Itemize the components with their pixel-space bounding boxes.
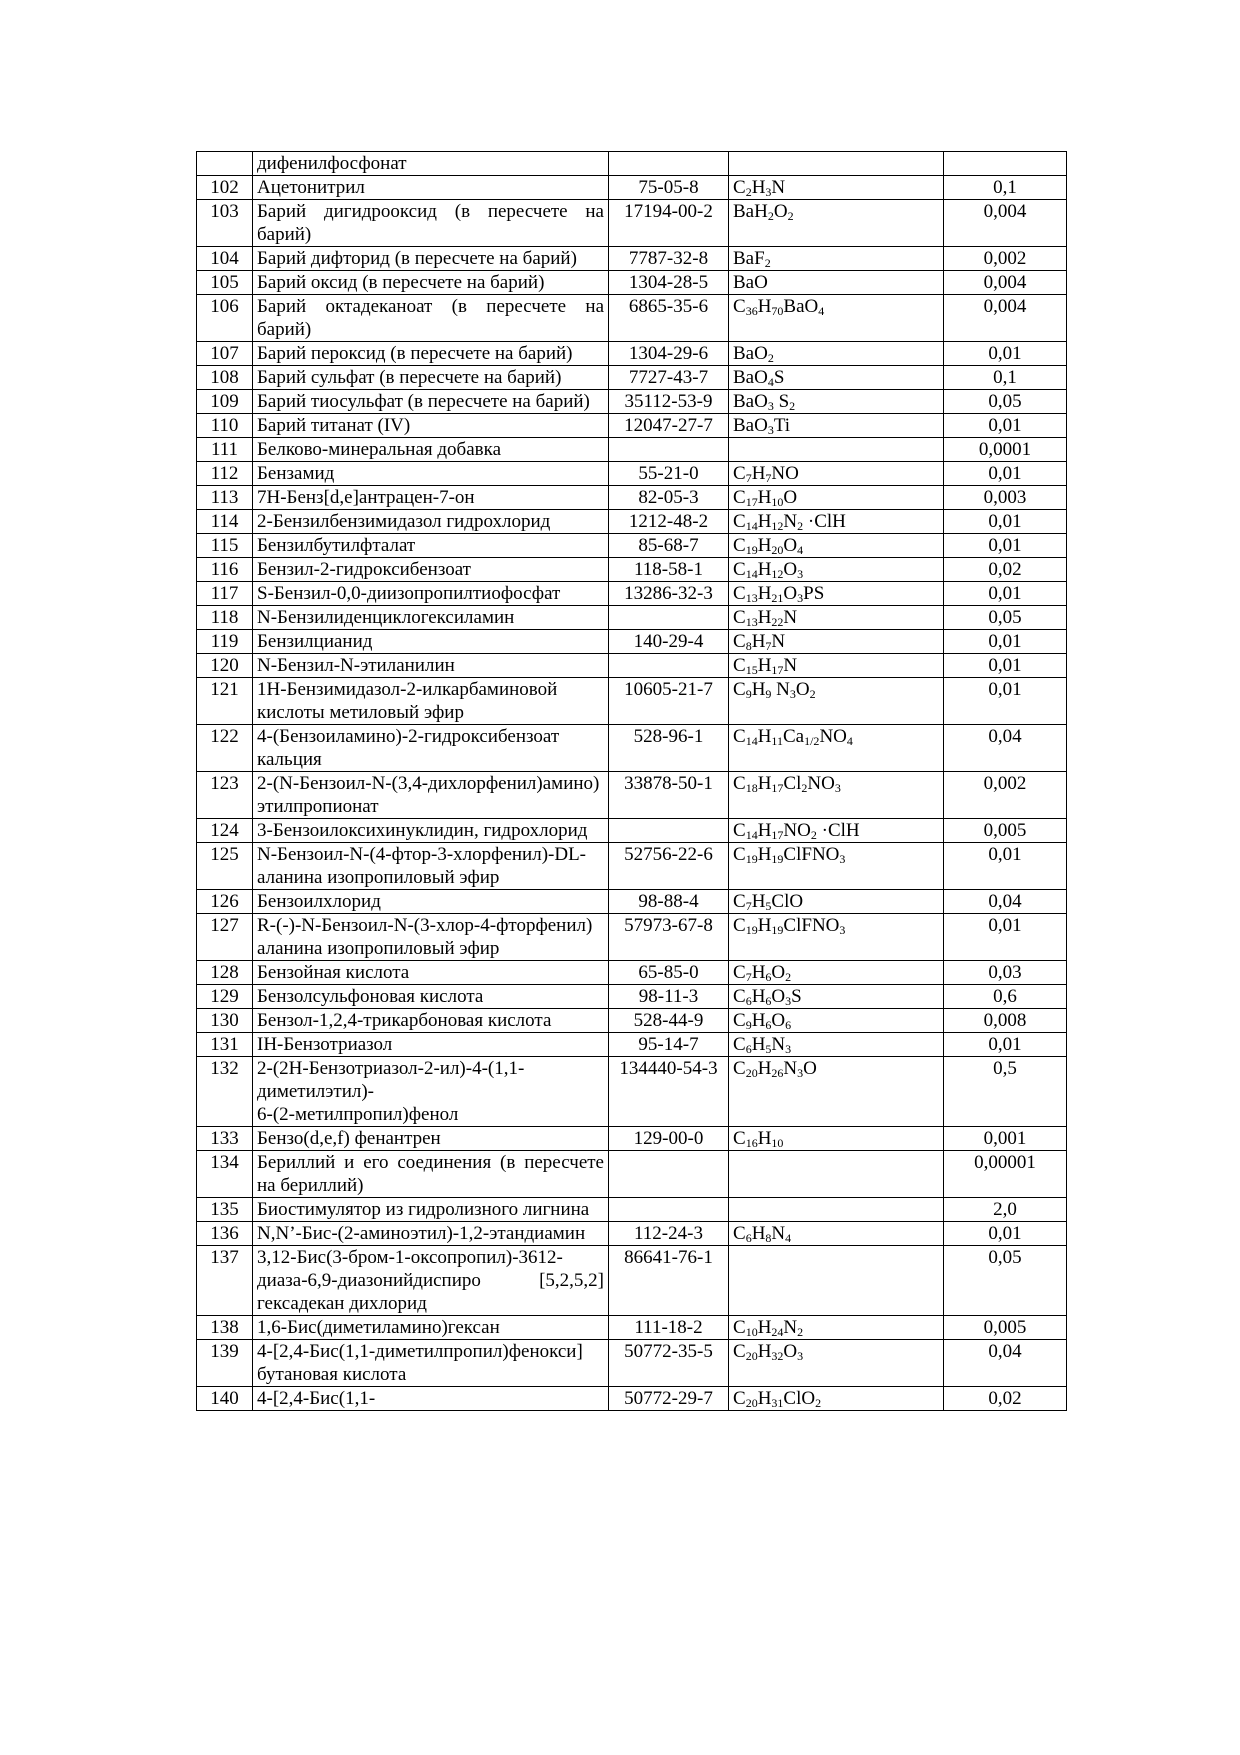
limit-value [944, 152, 1067, 176]
chemical-formula: $C_2H_3N$ [729, 176, 944, 200]
chemical-formula: BaF$_2$ [729, 247, 944, 271]
substance-name: R-(-)-N-Бензоил-N-(3-хлор-4-фторфенил) аланина изопропиловый эфир [253, 914, 609, 961]
limit-value: 0,02 [944, 558, 1067, 582]
limit-value: 0,01 [944, 630, 1067, 654]
chemical-formula: $C_{14}H_{12}O_3$ [729, 558, 944, 582]
row-number: 112 [197, 462, 253, 486]
limit-value: 0,6 [944, 985, 1067, 1009]
cas-number: 75-05-8 [609, 176, 729, 200]
chemical-formula: $C_7H_6O_2$ [729, 961, 944, 985]
cas-number: 112-24-3 [609, 1222, 729, 1246]
chemical-formula: $C_{19}H_{19}ClFNO_3$ [729, 843, 944, 890]
table-body [197, 152, 1067, 1411]
row-number: 116 [197, 558, 253, 582]
table-row [197, 843, 1067, 890]
row-number: 118 [197, 606, 253, 630]
chemical-formula: $C_6H_5N_3$ [729, 1033, 944, 1057]
cas-number: 118-58-1 [609, 558, 729, 582]
substance-name: N-Бензоил-N-(4-фтор-3-хлорфенил)-DL-аланина изопропиловый эфир [253, 843, 609, 890]
row-number: 127 [197, 914, 253, 961]
limit-value: 0,04 [944, 1340, 1067, 1387]
row-number: 103 [197, 200, 253, 247]
row-number: 104 [197, 247, 253, 271]
table-row [197, 1316, 1067, 1340]
table-row [197, 1009, 1067, 1033]
chemical-formula: BaO$_4$S [729, 366, 944, 390]
cas-number [609, 152, 729, 176]
cas-number [609, 654, 729, 678]
chemical-formula: $C_{16}H_{10}$ [729, 1127, 944, 1151]
limit-value: 0,05 [944, 606, 1067, 630]
row-number: 109 [197, 390, 253, 414]
substance-name: Бензолсульфоновая кислота [253, 985, 609, 1009]
substance-name: 1H-Бензимидазол-2-илкарбаминовой кислоты метиловый эфир [253, 678, 609, 725]
row-number: 121 [197, 678, 253, 725]
row-number: 135 [197, 1198, 253, 1222]
substance-name: Бензойная кислота [253, 961, 609, 985]
chemical-formula: BaO$_3$ $S_2$ [729, 390, 944, 414]
table-row [197, 654, 1067, 678]
chemical-formula: $C_{18}H_{17}Cl_2NO_3$ [729, 772, 944, 819]
substance-name: Бензол-1,2,4-трикарбоновая кислота [253, 1009, 609, 1033]
limit-value: 0,04 [944, 725, 1067, 772]
table-row [197, 1387, 1067, 1411]
cas-number: 111-18-2 [609, 1316, 729, 1340]
chemical-formula: $C_{36}H_{70}BaO_4$ [729, 295, 944, 342]
cas-number: 1212-48-2 [609, 510, 729, 534]
row-number: 133 [197, 1127, 253, 1151]
limit-value: 0,004 [944, 271, 1067, 295]
substance-name: 1,6-Бис(диметиламино)гексан [253, 1316, 609, 1340]
cas-number: 134440-54-3 [609, 1057, 729, 1127]
substance-name: Бензо(d,e,f) фенантрен [253, 1127, 609, 1151]
chemical-formula: $C_7H_7NO$ [729, 462, 944, 486]
substance-name: Бензоилхлорид [253, 890, 609, 914]
table-row [197, 985, 1067, 1009]
limit-value: 0,01 [944, 1222, 1067, 1246]
row-number: 122 [197, 725, 253, 772]
table-row [197, 630, 1067, 654]
row-number: 110 [197, 414, 253, 438]
table-row [197, 890, 1067, 914]
cas-number: 98-11-3 [609, 985, 729, 1009]
limit-value: 0,01 [944, 914, 1067, 961]
table-row [197, 342, 1067, 366]
table-row [197, 366, 1067, 390]
limit-value: 0,005 [944, 819, 1067, 843]
cas-number: 55-21-0 [609, 462, 729, 486]
table-row [197, 772, 1067, 819]
substance-name: Барий сульфат (в пересчете на барий) [253, 366, 609, 390]
cas-number [609, 606, 729, 630]
chemical-formula: $C_{14}H_{11}Ca_{1/2}NO_4$ [729, 725, 944, 772]
table-row [197, 176, 1067, 200]
row-number: 134 [197, 1151, 253, 1198]
limit-value: 0,01 [944, 582, 1067, 606]
cas-number: 35112-53-9 [609, 390, 729, 414]
substance-name: 4-[2,4-Бис(1,1- [253, 1387, 609, 1411]
row-number: 126 [197, 890, 253, 914]
chemical-formula: $C_{15}H_{17}N$ [729, 654, 944, 678]
limit-value: 0,01 [944, 654, 1067, 678]
substance-name: N,N’-Бис-(2-аминоэтил)-1,2-этандиамин [253, 1222, 609, 1246]
table-row [197, 1127, 1067, 1151]
substance-name: Бериллий и его соединения (в пересчете на бериллий) [253, 1151, 609, 1198]
row-number: 128 [197, 961, 253, 985]
chemical-formula [729, 1198, 944, 1222]
substance-name: 2-(N-Бензоил-N-(3,4-дихлорфенил)амино) этилпропионат [253, 772, 609, 819]
table-row [197, 961, 1067, 985]
limit-value: 0,01 [944, 1033, 1067, 1057]
limit-value: 0,01 [944, 510, 1067, 534]
limit-value: 0,04 [944, 890, 1067, 914]
limit-value: 0,1 [944, 176, 1067, 200]
substance-name: Бензил-2-гидроксибензоат [253, 558, 609, 582]
chemical-formula [729, 438, 944, 462]
cas-number: 12047-27-7 [609, 414, 729, 438]
substance-name: 4-(Бензоиламино)-2-гидроксибензоат кальция [253, 725, 609, 772]
limit-value: 0,00001 [944, 1151, 1067, 1198]
limit-value: 0,01 [944, 843, 1067, 890]
chemical-formula: $C_8H_7N$ [729, 630, 944, 654]
chemical-formula [729, 152, 944, 176]
table-row [197, 271, 1067, 295]
table-row [197, 678, 1067, 725]
substance-name: Барий оксид (в пересчете на барий) [253, 271, 609, 295]
limit-value: 0,01 [944, 414, 1067, 438]
row-number: 106 [197, 295, 253, 342]
row-number: 129 [197, 985, 253, 1009]
row-number: 124 [197, 819, 253, 843]
substance-name: Барий дифторид (в пересчете на барий) [253, 247, 609, 271]
row-number: 131 [197, 1033, 253, 1057]
row-number: 132 [197, 1057, 253, 1127]
substance-name: 3-Бензоилоксихинуклидин, гидрохлорид [253, 819, 609, 843]
table-row [197, 510, 1067, 534]
cas-number: 528-44-9 [609, 1009, 729, 1033]
row-number: 120 [197, 654, 253, 678]
row-number: 108 [197, 366, 253, 390]
cas-number: 98-88-4 [609, 890, 729, 914]
table-row [197, 725, 1067, 772]
table-row [197, 1057, 1067, 1127]
substance-name: 2-(2H-Бензотриазол-2-ил)-4-(1,1-диметилэтил)- 6-(2-метилпропил)фенол [253, 1057, 609, 1127]
table-row [197, 1222, 1067, 1246]
limit-value: 0,5 [944, 1057, 1067, 1127]
substance-name: Белково-минеральная добавка [253, 438, 609, 462]
substance-name: Барий дигидрооксид (в пересчете на барий) [253, 200, 609, 247]
table-row [197, 1198, 1067, 1222]
limit-value: 0,004 [944, 200, 1067, 247]
row-number: 102 [197, 176, 253, 200]
substance-name: Биостимулятор из гидролизного лигнина [253, 1198, 609, 1222]
table-row [197, 390, 1067, 414]
chemical-formula: $C_{19}H_{19}ClFNO_3$ [729, 914, 944, 961]
cas-number: 85-68-7 [609, 534, 729, 558]
cas-number: 57973-67-8 [609, 914, 729, 961]
cas-number [609, 819, 729, 843]
substance-name: Бензилбутилфталат [253, 534, 609, 558]
limit-value: 0,004 [944, 295, 1067, 342]
substances-table [196, 151, 1067, 1411]
chemical-formula: $C_6H_8N_4$ [729, 1222, 944, 1246]
table-row [197, 1340, 1067, 1387]
cas-number: 65-85-0 [609, 961, 729, 985]
substance-name: IH-Бензотриазол [253, 1033, 609, 1057]
row-number: 113 [197, 486, 253, 510]
table-row [197, 152, 1067, 176]
limit-value: 0,05 [944, 1246, 1067, 1316]
limit-value: 0,03 [944, 961, 1067, 985]
chemical-formula [729, 1151, 944, 1198]
substance-name: дифенилфосфонат [253, 152, 609, 176]
cas-number: 6865-35-6 [609, 295, 729, 342]
row-number: 137 [197, 1246, 253, 1316]
table-row [197, 534, 1067, 558]
chemical-formula: $C_{10}H_{24}N_2$ [729, 1316, 944, 1340]
chemical-formula: $C_{20}H_{32}O_3$ [729, 1340, 944, 1387]
row-number: 136 [197, 1222, 253, 1246]
table-row [197, 462, 1067, 486]
limit-value: 0,01 [944, 342, 1067, 366]
table-row [197, 247, 1067, 271]
cas-number: 50772-35-5 [609, 1340, 729, 1387]
table-row [197, 438, 1067, 462]
chemical-formula: BaO$_3$Ti [729, 414, 944, 438]
table-row [197, 558, 1067, 582]
row-number: 125 [197, 843, 253, 890]
table-row [197, 200, 1067, 247]
table-row [197, 582, 1067, 606]
cas-number: 52756-22-6 [609, 843, 729, 890]
limit-value: 2,0 [944, 1198, 1067, 1222]
cas-number: 7787-32-8 [609, 247, 729, 271]
substance-name: S-Бензил-0,0-диизопропилтиофосфат [253, 582, 609, 606]
limit-value: 0,003 [944, 486, 1067, 510]
cas-number: 50772-29-7 [609, 1387, 729, 1411]
cas-number: 1304-29-6 [609, 342, 729, 366]
limit-value: 0,1 [944, 366, 1067, 390]
chemical-formula: $C_7H_5ClO$ [729, 890, 944, 914]
cas-number: 528-96-1 [609, 725, 729, 772]
chemical-formula: BaO$_2$ [729, 342, 944, 366]
cas-number: 13286-32-3 [609, 582, 729, 606]
row-number: 119 [197, 630, 253, 654]
limit-value: 0,002 [944, 772, 1067, 819]
cas-number [609, 1151, 729, 1198]
chemical-formula: $C_6H_6O_3S$ [729, 985, 944, 1009]
chemical-formula: $C_9H_9$ $N_3O_2$ [729, 678, 944, 725]
limit-value: 0,02 [944, 1387, 1067, 1411]
table-row [197, 606, 1067, 630]
chemical-formula: BaO [729, 271, 944, 295]
row-number: 107 [197, 342, 253, 366]
substance-name: Барий октадеканоат (в пересчете на барий) [253, 295, 609, 342]
limit-value: 0,0001 [944, 438, 1067, 462]
cas-number: 1304-28-5 [609, 271, 729, 295]
limit-value: 0,005 [944, 1316, 1067, 1340]
table-row [197, 1246, 1067, 1316]
table-row [197, 914, 1067, 961]
chemical-formula: $BaH_2O_2$ [729, 200, 944, 247]
row-number: 130 [197, 1009, 253, 1033]
limit-value: 0,01 [944, 534, 1067, 558]
row-number: 139 [197, 1340, 253, 1387]
cas-number [609, 1198, 729, 1222]
cas-number: 7727-43-7 [609, 366, 729, 390]
table-row [197, 414, 1067, 438]
limit-value: 0,01 [944, 678, 1067, 725]
cas-number: 33878-50-1 [609, 772, 729, 819]
row-number: 105 [197, 271, 253, 295]
chemical-formula: $C_{13}H_{21}O_3PS$ [729, 582, 944, 606]
cas-number [609, 438, 729, 462]
chemical-formula: $C_{19}H_{20}O_4$ [729, 534, 944, 558]
chemical-formula: $C_9H_6O_6$ [729, 1009, 944, 1033]
substance-name: 3,12-Бис(3-бром-1-оксопропил)-3612-диаза-6,9-диазонийдиспиро [5,2,5,2] гексадекан дихлорид [253, 1246, 609, 1316]
cas-number: 82-05-3 [609, 486, 729, 510]
chemical-formula [729, 1246, 944, 1316]
chemical-formula: $C_{14}H_{12}N_2 \cdot ClH$ [729, 510, 944, 534]
cas-number: 95-14-7 [609, 1033, 729, 1057]
limit-value: 0,05 [944, 390, 1067, 414]
chemical-formula: $C_{17}H_{10}O$ [729, 486, 944, 510]
row-number: 111 [197, 438, 253, 462]
substance-name: Барий тиосульфат (в пересчете на барий) [253, 390, 609, 414]
substance-name: Бензамид [253, 462, 609, 486]
table-row [197, 295, 1067, 342]
substance-name: 2-Бензилбензимидазол гидрохлорид [253, 510, 609, 534]
row-number: 114 [197, 510, 253, 534]
row-number: 115 [197, 534, 253, 558]
table-row [197, 1151, 1067, 1198]
substance-name: 4-[2,4-Бис(1,1-диметилпропил)фенокси] бутановая кислота [253, 1340, 609, 1387]
substance-name: 7H-Бенз[d,e]антрацен-7-он [253, 486, 609, 510]
limit-value: 0,008 [944, 1009, 1067, 1033]
cas-number: 17194-00-2 [609, 200, 729, 247]
chemical-formula: $C_{13}H_{22}N$ [729, 606, 944, 630]
chemical-formula: $C_{14}H_{17}NO_2 \cdot ClH$ [729, 819, 944, 843]
substance-name: N-Бензилиденциклогексиламин [253, 606, 609, 630]
row-number: 117 [197, 582, 253, 606]
table-row [197, 486, 1067, 510]
substance-name: Бензилцианид [253, 630, 609, 654]
row-number: 138 [197, 1316, 253, 1340]
table-row [197, 1033, 1067, 1057]
cas-number: 140-29-4 [609, 630, 729, 654]
cas-number: 10605-21-7 [609, 678, 729, 725]
cas-number: 129-00-0 [609, 1127, 729, 1151]
table-row [197, 819, 1067, 843]
substance-name: Барий пероксид (в пересчете на барий) [253, 342, 609, 366]
chemical-formula: $C_{20}H_{31}ClO_2$ [729, 1387, 944, 1411]
limit-value: 0,002 [944, 247, 1067, 271]
substance-name: Барий титанат (IV) [253, 414, 609, 438]
limit-value: 0,01 [944, 462, 1067, 486]
substance-name: Ацетонитрил [253, 176, 609, 200]
cas-number: 86641-76-1 [609, 1246, 729, 1316]
chemical-formula: $C_{20}H_{26}N_3O$ [729, 1057, 944, 1127]
limit-value: 0,001 [944, 1127, 1067, 1151]
row-number: 140 [197, 1387, 253, 1411]
row-number [197, 152, 253, 176]
row-number: 123 [197, 772, 253, 819]
substance-name: N-Бензил-N-этиланилин [253, 654, 609, 678]
